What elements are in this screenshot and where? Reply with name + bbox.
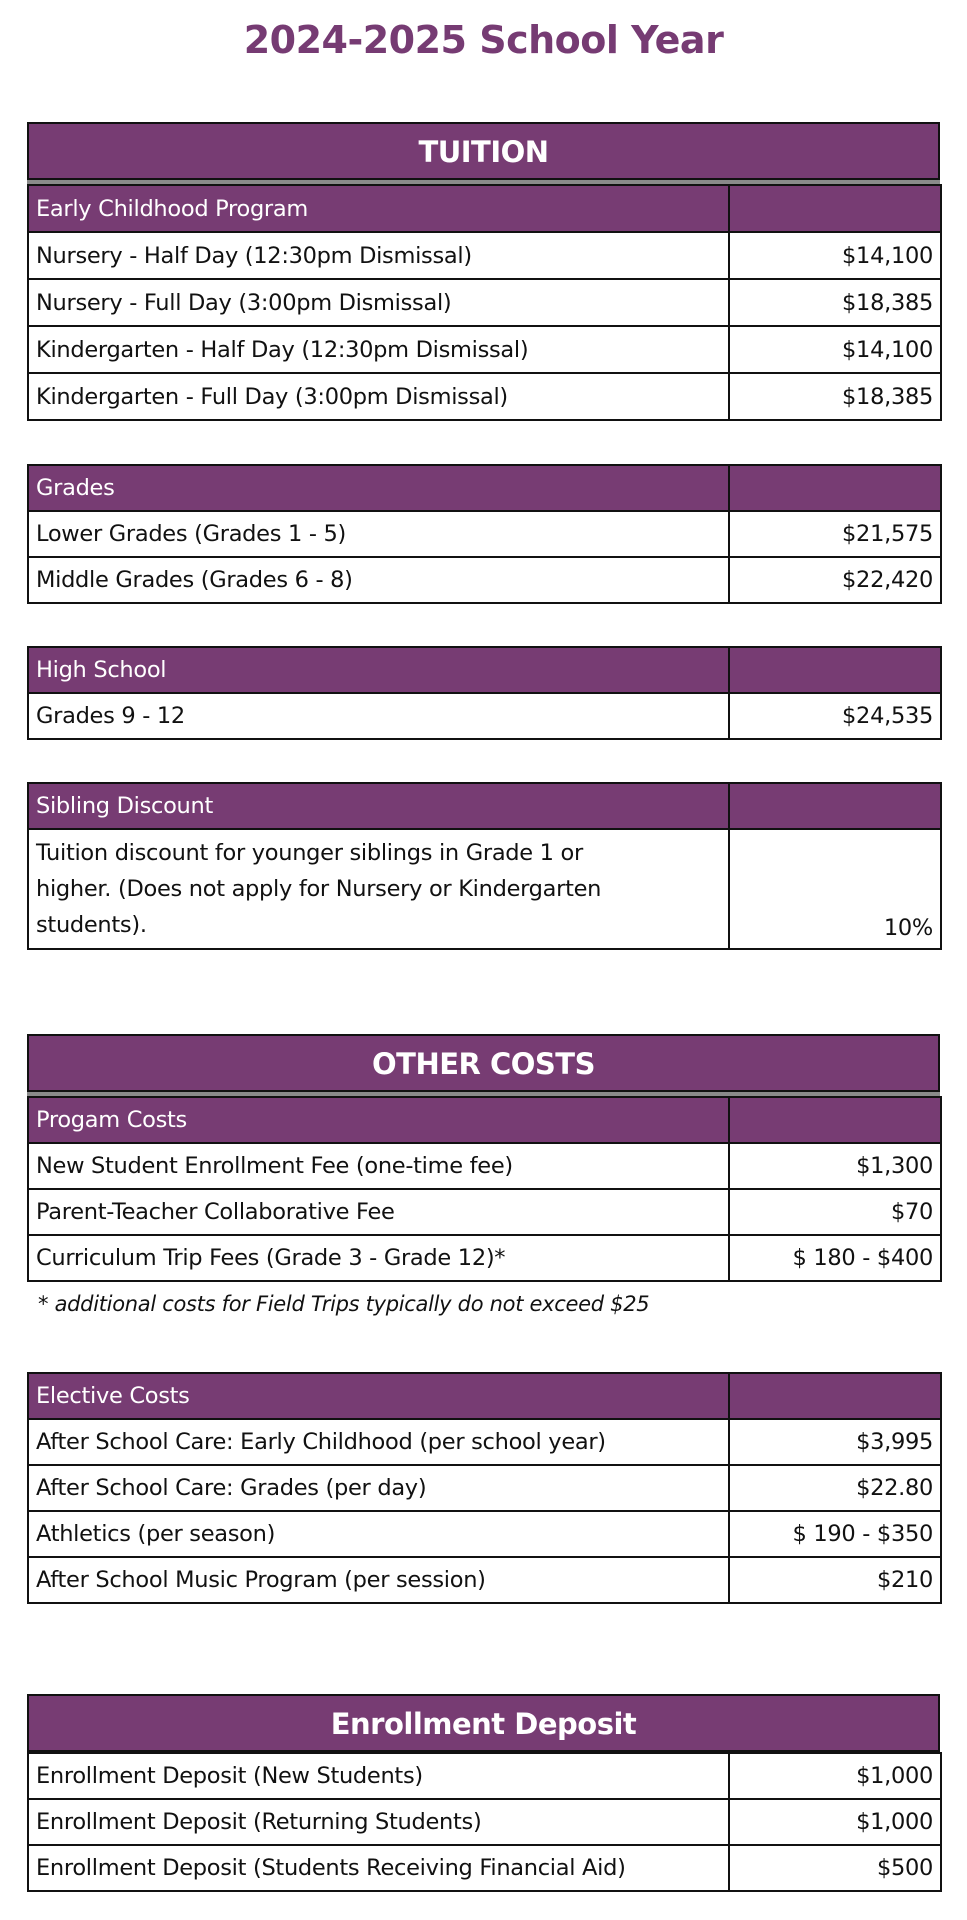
row-value: $18,385: [729, 373, 941, 420]
row-value: $21,575: [729, 511, 941, 557]
sibling-discount-header: Sibling Discount: [28, 783, 729, 829]
table-row: [28, 1465, 941, 1511]
row-value: $24,535: [729, 693, 941, 739]
row-label: Enrollment Deposit (Students Receiving Financial Aid): [28, 1845, 729, 1891]
header-value-cell: [729, 647, 941, 693]
row-label: Curriculum Trip Fees (Grade 3 - Grade 12)*: [28, 1235, 729, 1281]
row-label: After School Care: Grades (per day): [28, 1465, 729, 1511]
enrollment-deposit-section: [27, 1694, 940, 1892]
row-value: $22.80: [729, 1465, 941, 1511]
other-costs-section: [27, 1034, 940, 1282]
program-costs-table: [27, 1096, 942, 1282]
table-row: [28, 326, 941, 373]
row-value: $22,420: [729, 557, 941, 603]
table-row: [28, 1235, 941, 1281]
row-value: $14,100: [729, 232, 941, 279]
row-value: 10%: [729, 829, 941, 949]
tuition-section: [27, 122, 940, 421]
table-row: [28, 1143, 941, 1189]
table-row: [28, 511, 941, 557]
row-value: $ 180 - $400: [729, 1235, 941, 1281]
row-value: $18,385: [729, 279, 941, 326]
table-row: [28, 279, 941, 326]
row-label: Kindergarten - Half Day (12:30pm Dismissal): [28, 326, 729, 373]
row-value: $70: [729, 1189, 941, 1235]
other-costs-banner: OTHER COSTS: [27, 1034, 940, 1092]
elective-costs-header: Elective Costs: [28, 1373, 729, 1419]
row-label: Nursery - Half Day (12:30pm Dismissal): [28, 232, 729, 279]
row-value: $1,000: [729, 1753, 941, 1799]
row-label: Nursery - Full Day (3:00pm Dismissal): [28, 279, 729, 326]
table-header-row: [28, 783, 941, 829]
row-label: Enrollment Deposit (Returning Students): [28, 1799, 729, 1845]
high-school-table: [27, 646, 942, 740]
table-header-row: [28, 647, 941, 693]
enrollment-deposit-table: [27, 1752, 942, 1892]
row-value: $1,000: [729, 1799, 941, 1845]
row-value: $ 190 - $350: [729, 1511, 941, 1557]
grades-table: [27, 464, 942, 604]
table-row: [28, 693, 941, 739]
program-costs-header: Progam Costs: [28, 1097, 729, 1143]
row-label: Middle Grades (Grades 6 - 8): [28, 557, 729, 603]
header-value-cell: [729, 465, 941, 511]
header-value-cell: [729, 185, 941, 232]
header-value-cell: [729, 783, 941, 829]
page-title: 2024-2025 School Year: [243, 18, 724, 62]
table-row: [28, 373, 941, 420]
row-value: $500: [729, 1845, 941, 1891]
high-school-section: [27, 646, 940, 740]
high-school-header: High School: [28, 647, 729, 693]
row-label: Tuition discount for younger siblings in Grade 1 or higher. (Does not apply for Nursery or Kindergarten students).: [28, 829, 729, 949]
tuition-banner: TUITION: [27, 122, 940, 180]
row-value: $210: [729, 1557, 941, 1603]
grades-header: Grades: [28, 465, 729, 511]
table-header-row: [28, 1373, 941, 1419]
table-row: [28, 557, 941, 603]
early-childhood-header: Early Childhood Program: [28, 185, 729, 232]
footnote: * additional costs for Field Trips typically do not exceed $25: [38, 1292, 650, 1316]
row-value: $14,100: [729, 326, 941, 373]
row-label: After School Music Program (per session): [28, 1557, 729, 1603]
sibling-discount-section: [27, 782, 940, 950]
table-row: [28, 232, 941, 279]
table-header-row: [28, 1097, 941, 1143]
row-label: Kindergarten - Full Day (3:00pm Dismissal): [28, 373, 729, 420]
row-label: New Student Enrollment Fee (one-time fee): [28, 1143, 729, 1189]
row-label: Parent-Teacher Collaborative Fee: [28, 1189, 729, 1235]
row-label: Athletics (per season): [28, 1511, 729, 1557]
header-value-cell: [729, 1373, 941, 1419]
row-value: $1,300: [729, 1143, 941, 1189]
enrollment-deposit-banner: Enrollment Deposit: [27, 1694, 940, 1752]
row-value: $3,995: [729, 1419, 941, 1465]
table-row: [28, 1419, 941, 1465]
table-header-row: [28, 185, 941, 232]
row-label: Grades 9 - 12: [28, 693, 729, 739]
table-row: [28, 1799, 941, 1845]
table-row: [28, 829, 941, 949]
table-row: [28, 1511, 941, 1557]
table-row: [28, 1753, 941, 1799]
table-row: [28, 1557, 941, 1603]
table-header-row: [28, 465, 941, 511]
table-row: [28, 1189, 941, 1235]
table-row: [28, 1845, 941, 1891]
header-value-cell: [729, 1097, 941, 1143]
row-label: Lower Grades (Grades 1 - 5): [28, 511, 729, 557]
row-label: After School Care: Early Childhood (per school year): [28, 1419, 729, 1465]
grades-section: [27, 464, 940, 604]
early-childhood-table: [27, 184, 942, 421]
elective-costs-section: [27, 1372, 940, 1604]
sibling-discount-table: [27, 782, 942, 950]
elective-costs-table: [27, 1372, 942, 1604]
row-label: Enrollment Deposit (New Students): [28, 1753, 729, 1799]
